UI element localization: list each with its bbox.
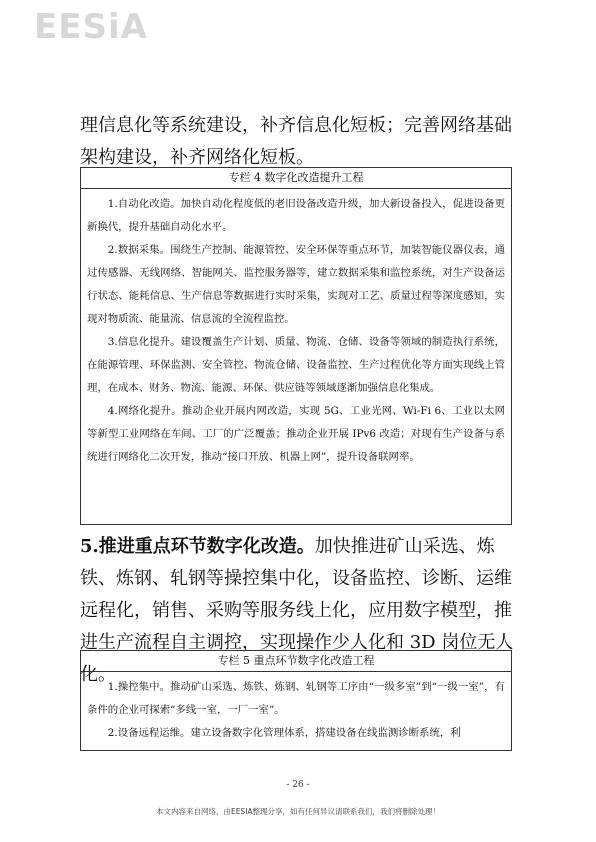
- paragraph-2-lead: 5.推进重点环节数字化改造。: [80, 536, 315, 557]
- paragraph-2-text: 加快推进矿山采选、炼铁、炼钢、轧钢等操控集中化，设备监控、诊断、运维远程化，销售、采购等服务线上化，应用数字模型，推进生产流程自主调控，实现操作少人化和 3D 岗位无人化。: [80, 536, 514, 685]
- column-box-4-item: 4.网络化提升。推动企业开展内网改造，实现 5G、工业光网、Wi-Fi 6、工业以太网等新型工业网络在车间、工厂的广泛覆盖；推动企业开展 IPv6 改造；对现有生产设备与系统进行网络化二次开发，推动“接口开放、机器上网”，提升设备联网率。: [87, 405, 505, 463]
- body-paragraph-1: 理信息化等系统建设，补齐信息化短板；完善网络基础架构建设，补齐网络化短板。: [80, 115, 512, 168]
- column-box-4-body: [81, 189, 511, 471]
- eesia-logo: EESiA: [34, 7, 148, 47]
- column-box-5-body: [81, 672, 511, 747]
- column-box-5-title: 专栏 5 重点环节数字化改造工程: [81, 651, 511, 672]
- column-box-4: [80, 167, 512, 525]
- column-box-4-title: 专栏 4 数字化改造提升工程: [81, 168, 511, 189]
- column-box-5-item: 2.设备远程运维。建立设备数字化管理体系，搭建设备在线监测诊断系统，利: [107, 727, 461, 739]
- page-number: - 26 -: [286, 780, 310, 790]
- column-box-4-item: 2.数据采集。围绕生产控制、能源管控、安全环保等重点环节，加装智能仪器仪表，通过传感器、无线网络、智能网关、监控服务器等，建立数据采集和监控系统，对生产设备运行状态、能耗信息、生产信息等数据进行实时采集，实现对工艺、质量过程等深度感知，实现对物质流、能量流、信息流的全流程监控。: [87, 244, 505, 325]
- column-box-5: [80, 650, 512, 751]
- column-box-4-item: 1.自动化改造。加快自动化程度低的老旧设备改造升级，加大新设备投入，促进设备更新换代，提升基础自动化水平。: [87, 198, 505, 233]
- footer-disclaimer: 本文内容来自网络，由EESIA整理分享，如有任何异议请联系我们，我们将删除处理！: [155, 807, 441, 816]
- column-box-4-item: 3.信息化提升。建设覆盖生产计划、质量、物流、仓储、设备等领域的制造执行系统，在能源管理、环保监测、安全管控、物流仓储、设备监控、生产过程优化等方面实现线上管理，在成本、财务、物流、能源、环保、供应链等领域逐渐加强信息化集成。: [87, 336, 505, 394]
- column-box-5-item: 1.操控集中。推动矿山采选、炼铁、炼钢、轧钢等工序由“一级多室”到“一级一室”，有条件的企业可探索“多线一室，一厂一室”。: [87, 681, 505, 716]
